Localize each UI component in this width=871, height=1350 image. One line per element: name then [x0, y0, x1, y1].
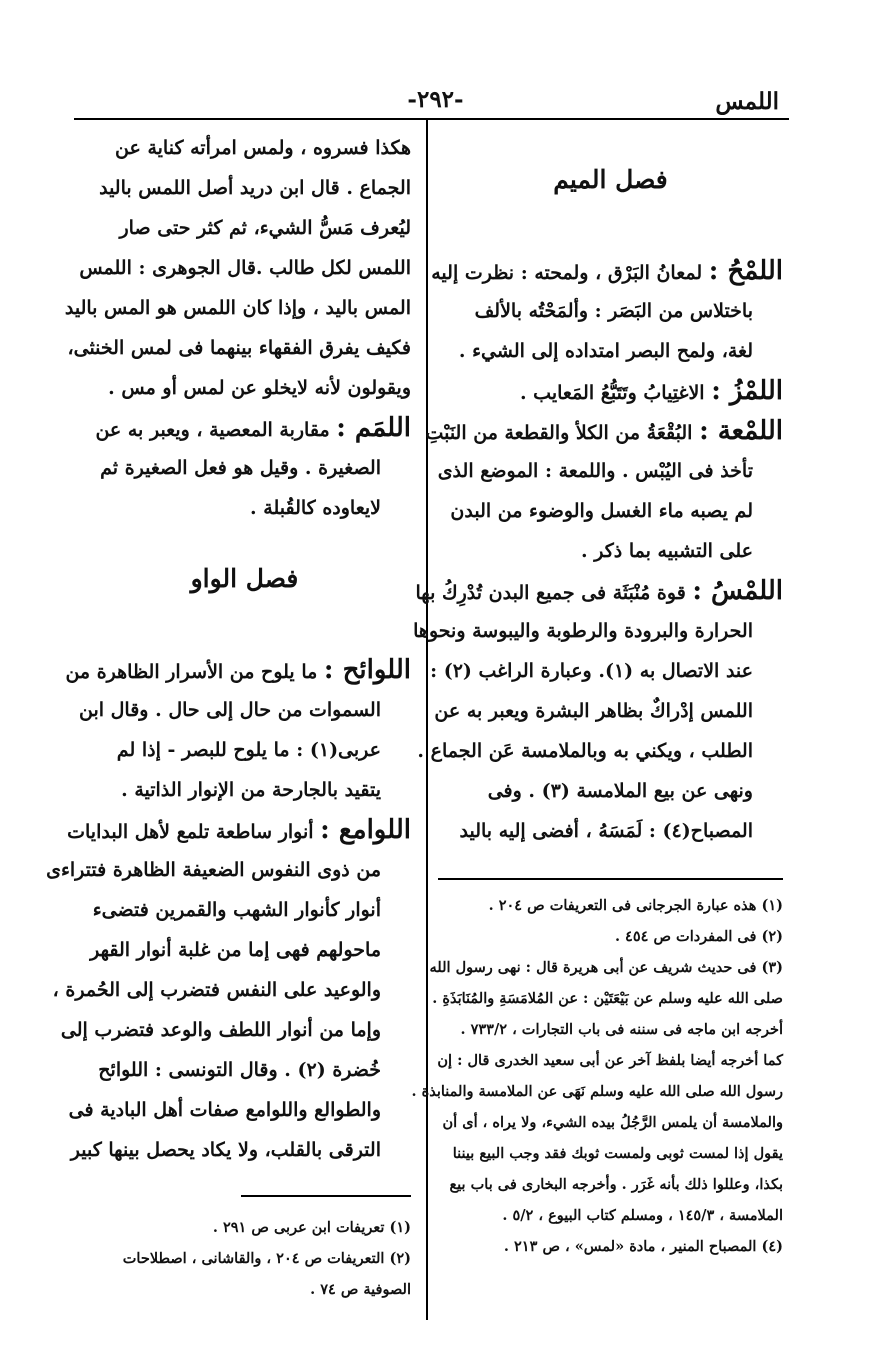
entry-term: اللوائح : — [323, 655, 411, 685]
entry-term: اللمْعة : — [699, 416, 783, 446]
section-title-meem: فصل الميم — [553, 165, 668, 194]
entry-lumah: اللمْعة : البُقْعَةُ من الكلأ والقطعة من النَبْتِ تأخذ فى اليُبْس . واللمعة : الموضع الذى لم يصبه ماء الغسل والوضوء من البدن على التشبيه بما ذكر . — [425, 416, 783, 562]
entry-lawaih: اللوائح : ما يلوح من الأسرار الظاهرة من السموات من حال إلى حال . وقال ابن عربى(١) : ما يلوح للبصر - إذا لم يتقيد بالجارحة من الإنوار الذاتية . — [65, 655, 411, 801]
entry-term: اللمْحُ : — [708, 256, 783, 286]
entry-lamh: اللمْحُ : لمعانُ البَرْق ، ولمحته : نظرت إليه باختلاس من البَصَر : وألمَحْتُه بالألف لغة، ولمح البصر امتداده إلى الشيء . — [431, 256, 783, 362]
right-column — [413, 165, 783, 851]
footnote-rule-right — [438, 878, 783, 880]
running-head: اللمس — [715, 88, 779, 115]
footnote-rule-left — [241, 1195, 411, 1197]
left-column — [46, 128, 411, 1170]
entry-term: اللمْزُ : — [711, 376, 783, 406]
page-number: -٢٩٢- — [407, 86, 464, 113]
entry-term: اللمَم : — [336, 413, 411, 443]
entry-lams: اللمْسُ : قوة مُنْبَثَة فى جميع البدن تُدْرِكُ بها الحرارة والبرودة والرطوبة واليبوسة ونحوها عند الاتصال به (١). وعبارة الراغب (٢) : اللمس إدْراكٌ بظاهر البشرة ويعبر به عن الطلب ، ويكني به وبالملامسة عَن الجماع . ونهى عن بيع الملامسة (٣) . وفى المصباح(٤) : لَمَسَهُ ، أفضى إليه باليد — [413, 576, 783, 842]
continuation-text: هكذا فسروه ، ولمس امرأته كناية عن الجماع . قال ابن دريد أصل اللمس باليد ليُعرف مَسُّ الشيء، ثم كثر حتى صار اللمس لكل طالب .قال الجوهرى : اللمس المس باليد ، وإذا كان اللمس هو المس باليد فكيف يفرق الفقهاء بينهما فى لمس الخنثى، ويقولون لأنه لايخلو عن لمس أو مس . — [64, 137, 411, 399]
header-rule — [74, 118, 789, 120]
footnotes-right: (١) هذه عبارة الجرجانى فى التعريفات ص ٢٠٤ . (٢) فى المفردات ص ٤٥٤ . (٣) فى حديث شريف عن أبى هريرة قال : نهى رسول الله صلى الله عليه وسلم عن بَيْعَتَيْن : عن المُلامَسَةِ والمُنَابَذَةِ . أخرجه ابن ماجه فى سننه فى باب التجارات ، ٧٣٣/٢ . كما أخرجه أيضا بلفظ آخر عن أبى سعيد الخدرى قال : إن رسول الله صلى الله عليه وسلم نَهَى عن الملامسة والمنابذة . والملامسة أن يلمس الرَّجُلُ بيده الشيء، ولا يراه ، أى أن يقول إذا لمست ثوبى ولمست ثوبك فقد وجب البيع بيننا بكذا، وعللوا ذلك بأنه غَرَر . وأخرجه البخارى فى باب بيع الملامسة ، ١٤٥/٣ ، ومسلم كتاب البيوع ، ٥/٢ . (٤) المصباح المنير ، مادة «لمس» ، ص ٢١٣ . — [411, 897, 783, 1255]
entry-lamam: اللمَم : مقاربة المعصية ، ويعبر به عن الصغيرة . وقيل هو فعل الصغيرة ثم لايعاوده كالقُبلة . — [95, 413, 411, 519]
section-title-waw: فصل الواو — [190, 564, 299, 593]
footnotes-left: (١) تعريفات ابن عربى ص ٢٩١ . (٢) التعريفات ص ٢٠٤ ، والقاشانى ، اصطلاحات الصوفية ص ٧٤ . — [122, 1219, 411, 1298]
entry-term: اللمْسُ : — [692, 576, 783, 606]
entry-lamz: اللمْزُ : الاغتِيابُ وتَتَبُّعُ المَعايب . — [519, 376, 783, 406]
column-divider — [426, 120, 428, 1320]
entry-lawami: اللوامع : أنوار ساطعة تلمع لأهل البدايات من ذوى النفوس الضعيفة الظاهرة فتتراءى أنوار كأنوار الشهب والقمرين فتضىء ماحولهم فهى إما من غلبة أنوار القهر والوعيد على النفس فتضرب إلى الحُمرة ، وإما من أنوار اللطف والوعد فتضرب إلى خُضرة (٢) . وقال التونسى : اللوائح والطوالع واللوامع صفات أهل البادية فى الترقى بالقلب، ولا يكاد يحصل بينها كبير — [46, 815, 411, 1161]
entry-term: اللوامع : — [320, 815, 411, 845]
